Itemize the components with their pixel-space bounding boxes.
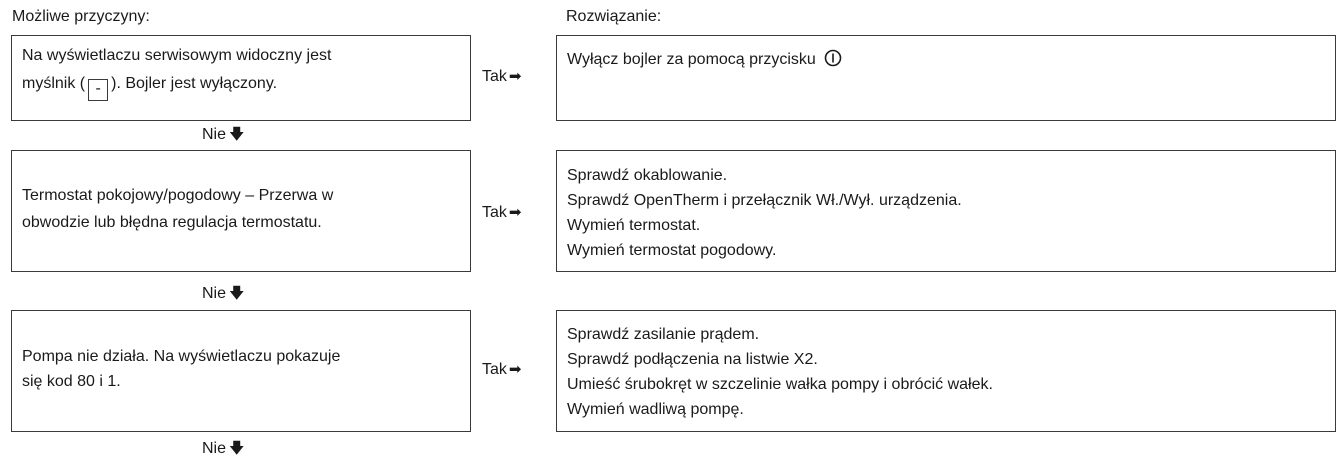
solution-3-line-3: Umieść śrubokręt w szczelinie wałka pompy i obrócić wałek. xyxy=(567,376,993,393)
solution-3-line-1: Sprawdź zasilanie prądem. xyxy=(567,326,760,343)
cause-1-text-pre: myślnik ( xyxy=(22,75,86,92)
no-label-1: Nie xyxy=(202,126,227,143)
cause-3-line-1: Pompa nie działa. Na wyświetlaczu pokazuje xyxy=(22,348,341,365)
down-arrow-icon: 🡇 xyxy=(229,285,245,302)
no-label-3: Nie xyxy=(202,440,227,457)
solution-header: Rozwiązanie: xyxy=(566,8,662,25)
cause-1-line-1: Na wyświetlaczu serwisowym widoczny jest xyxy=(22,47,332,64)
yes-label-3: Tak xyxy=(482,361,507,378)
yes-label-2: Tak xyxy=(482,204,507,221)
cause-box-1 xyxy=(11,35,471,121)
dash-key: - xyxy=(88,79,108,101)
cause-2-line-2: obwodzie lub błędna regulacja termostatu. xyxy=(22,214,322,231)
solution-3-line-2: Sprawdź podłączenia na listwie X2. xyxy=(567,351,818,368)
down-arrow-icon: 🡇 xyxy=(229,126,245,143)
solution-box-2 xyxy=(556,150,1336,272)
right-arrow-icon: ➡ xyxy=(508,68,522,85)
solution-box-3 xyxy=(556,310,1336,432)
solution-3-line-4: Wymień wadliwą pompę. xyxy=(567,401,744,418)
right-arrow-icon: ➡ xyxy=(508,204,522,221)
yes-arrow-2 xyxy=(482,203,521,222)
down-arrow-icon: 🡇 xyxy=(229,440,245,457)
no-arrow-1 xyxy=(202,124,244,149)
yes-label-1: Tak xyxy=(482,68,507,85)
no-arrow-2 xyxy=(202,283,244,308)
power-icon xyxy=(824,49,842,67)
yes-arrow-3 xyxy=(482,360,521,379)
yes-arrow-1 xyxy=(482,67,521,86)
cause-box-3 xyxy=(11,310,471,432)
cause-1-line-2 xyxy=(22,70,460,101)
solution-2-line-2: Sprawdź OpenTherm i przełącznik Wł./Wył. urządzenia. xyxy=(567,192,962,209)
right-arrow-icon: ➡ xyxy=(508,361,522,378)
cause-1-text-post: ). Bojler jest wyłączony. xyxy=(111,75,278,92)
cause-box-2 xyxy=(11,150,471,272)
solution-2-line-1: Sprawdź okablowanie. xyxy=(567,167,728,184)
solution-1-line-1: Wyłącz bojler za pomocą przycisku xyxy=(567,51,816,68)
cause-2-line-1: Termostat pokojowy/pogodowy – Przerwa w xyxy=(22,187,334,204)
no-label-2: Nie xyxy=(202,285,227,302)
cause-3-line-2: się kod 80 i 1. xyxy=(22,373,121,390)
solution-2-line-4: Wymień termostat pogodowy. xyxy=(567,242,777,259)
solution-box-1 xyxy=(556,35,1336,121)
solution-2-line-3: Wymień termostat. xyxy=(567,217,701,234)
no-arrow-3 xyxy=(202,438,244,463)
causes-header: Możliwe przyczyny: xyxy=(12,8,150,25)
